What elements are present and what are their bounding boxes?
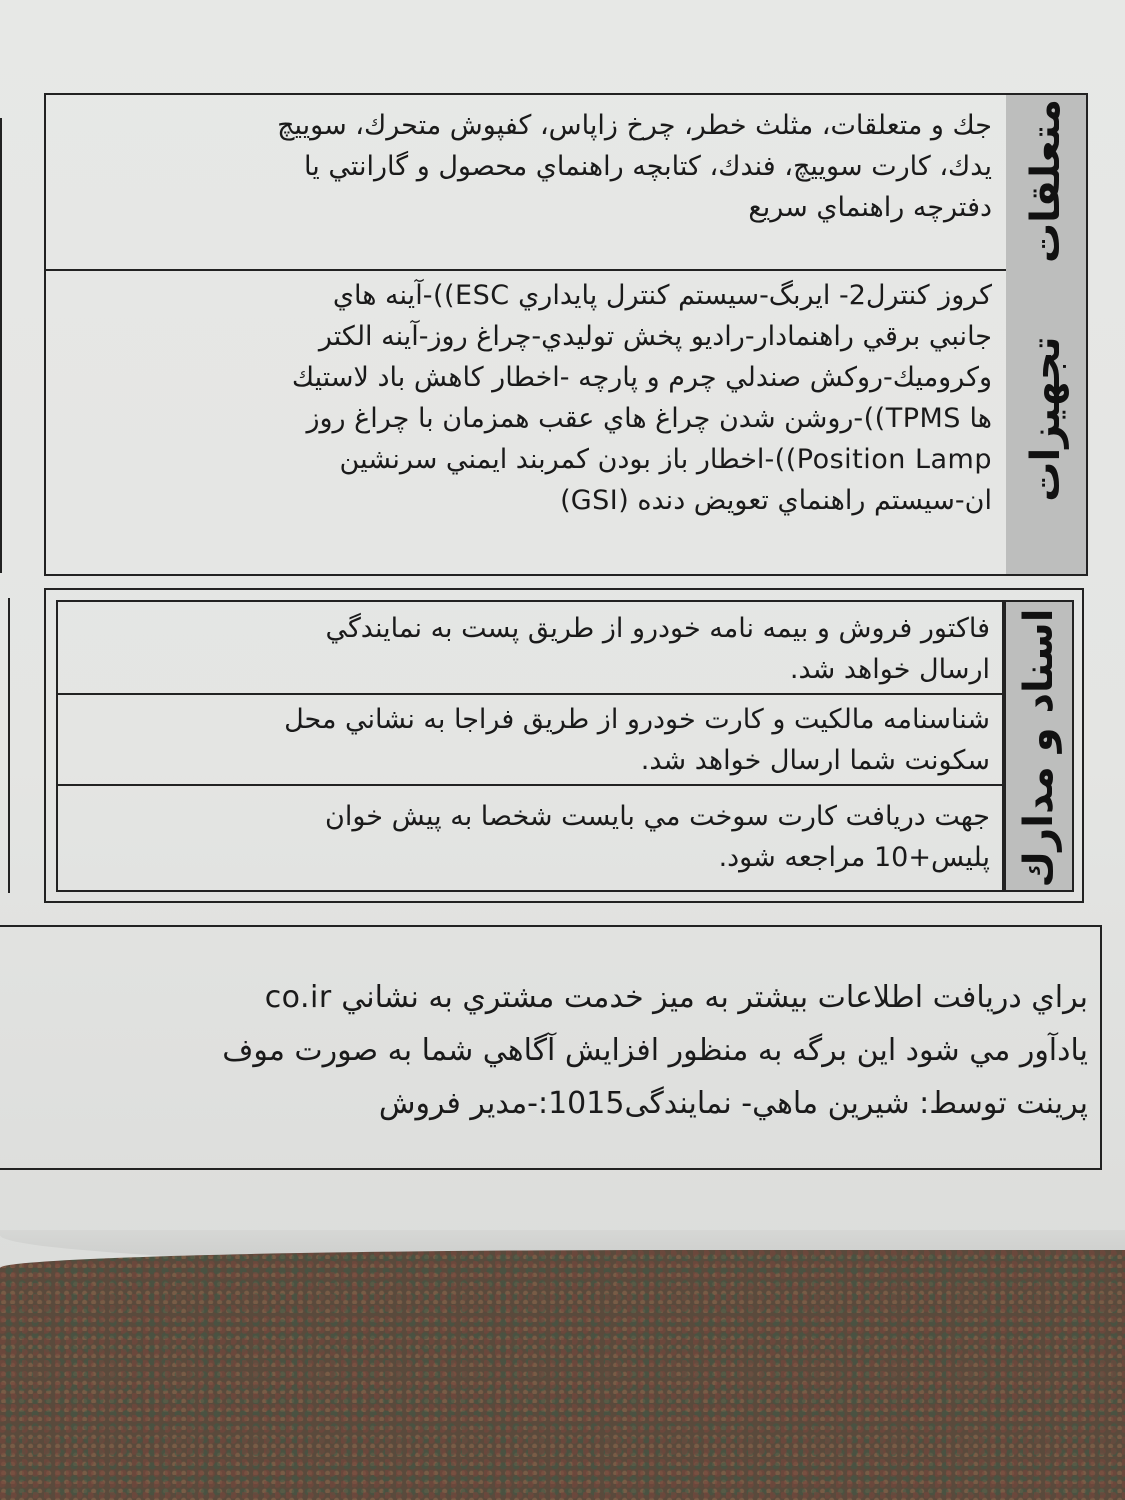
equipment-line: وكروميك-روكش صندلي چرم و پارچه -اخطار كاهش باد لاستيك (291, 362, 992, 393)
footer-text (222, 971, 1088, 1130)
equipment-line: كروز كنترل2- ايربگ-سيستم كنترل پايداري ESC))-آينه هاي (332, 280, 992, 311)
document-line: شناسنامه مالكيت و كارت خودرو از طريق فراجا به نشاني محل (284, 704, 990, 735)
left-table-edge-bottom (8, 598, 10, 893)
footer-box (0, 925, 1102, 1170)
carpet-background (0, 1250, 1125, 1500)
features-table (44, 93, 1088, 576)
footer-line: يادآور مي شود اين برگه به منظور افزايش آگاهي شما به صورت موف (222, 1033, 1088, 1068)
equipment-text (292, 275, 992, 521)
accessories-label: متعلقات (1023, 98, 1069, 264)
documents-label-cell (1004, 600, 1074, 892)
document-item-2 (56, 693, 1004, 786)
document-item-text (284, 699, 990, 781)
document-line: ارسال خواهد شد. (789, 654, 990, 685)
footer-line: پرينت توسط: شيرين ماهي- نمايندگی1015:-مدير فروش (378, 1086, 1088, 1121)
document-line: پليس+10 مراجعه شود. (718, 842, 990, 873)
documents-table (44, 588, 1084, 903)
equipment-line: Position Lamp))-اخطار باز بودن كمربند ايمني سرنشين (339, 444, 992, 475)
document-line: جهت دريافت كارت سوخت مي بايست شخصا به پيش خوان (325, 801, 990, 832)
equipment-label: تجهيزات (1023, 336, 1069, 502)
equipment-line: جانبي برقي راهنمادار-راديو پخش توليدي-چراغ روز-آينه الكتر (318, 321, 992, 352)
equipment-label-cell (1006, 269, 1086, 574)
footer-line: براي دريافت اطلاعات بيشتر به ميز خدمت مشتري به نشاني co.ir (264, 980, 1088, 1015)
accessories-line: جك و متعلقات، مثلث خطر، چرخ زاپاس، كفپوش متحرك، سوييچ (277, 110, 992, 141)
document-item-1 (56, 600, 1004, 695)
accessories-text (277, 105, 992, 228)
equipment-line: ان-سيستم راهنماي تعويض دنده (GSI) (560, 485, 992, 516)
accessories-cell (46, 95, 1008, 271)
document-item-text (325, 608, 990, 690)
document-item-text (325, 796, 990, 878)
accessories-line: دفترچه راهنماي سريع (748, 192, 992, 223)
left-table-edge-top (0, 118, 2, 573)
accessories-label-cell (1006, 95, 1086, 271)
documents-label: اسناد و مدارك (1016, 608, 1062, 888)
document-line: سكونت شما ارسال خواهد شد. (640, 745, 990, 776)
document-item-3 (56, 784, 1004, 892)
equipment-cell (46, 269, 1008, 574)
equipment-line: ها TPMS))-روشن شدن چراغ هاي عقب همزمان با چراغ روز (306, 403, 992, 434)
accessories-line: يدك، كارت سوييچ، فندك، كتابچه راهنماي محصول و گارانتي يا (304, 151, 992, 182)
document-line: فاكتور فروش و بيمه نامه خودرو از طريق پست به نمايندگي (325, 613, 990, 644)
